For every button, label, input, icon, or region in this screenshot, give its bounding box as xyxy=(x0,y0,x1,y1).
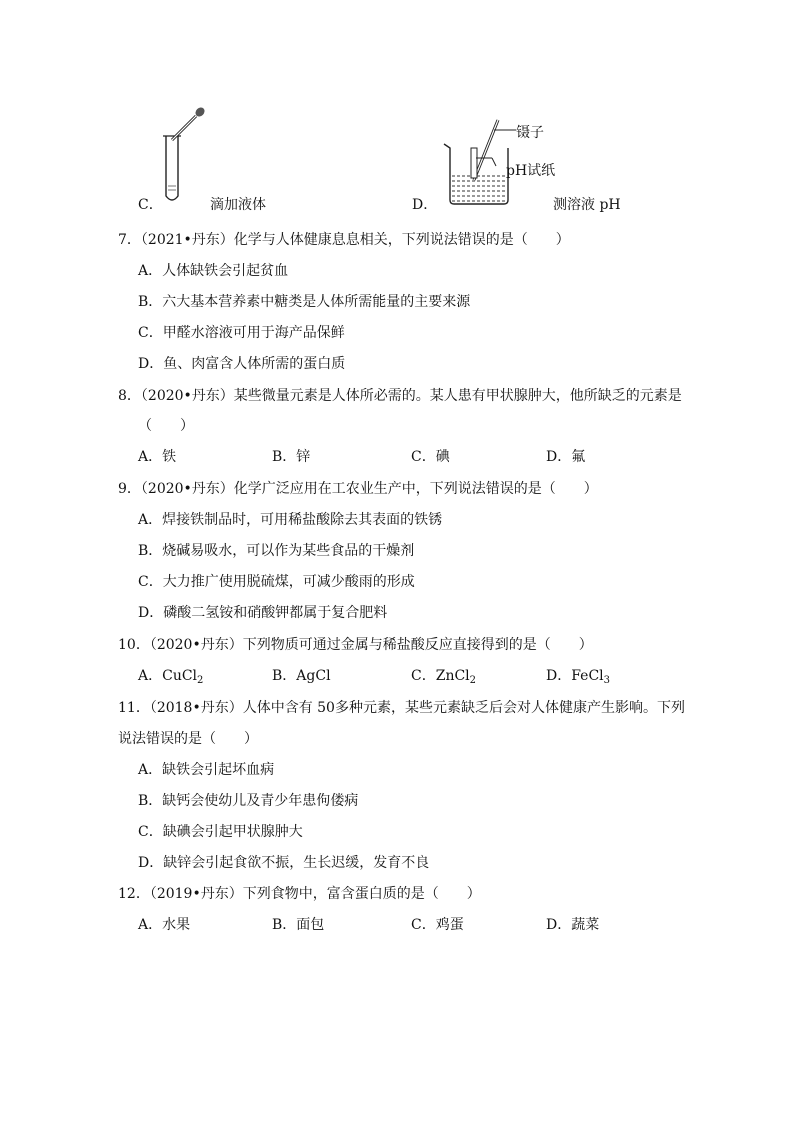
question-10-option-b: B．AgCl xyxy=(272,668,331,684)
question-11-option-d: D．缺锌会引起食欲不振，生长迟缓，发育不良 xyxy=(138,855,430,871)
question-8-option-d: D．氟 xyxy=(546,449,586,465)
question-8-stem-line2: （ ） xyxy=(138,418,194,434)
question-11-stem-line2: 说法错误的是（ ） xyxy=(118,731,258,747)
question-12-option-c: C．鸡蛋 xyxy=(411,917,464,933)
question-12-option-b: B．面包 xyxy=(272,917,325,933)
question-7-option-c: C．甲醛水溶液可用于海产品保鲜 xyxy=(138,325,345,341)
figure-d-caption: 测溶液 pH xyxy=(553,197,621,213)
question-12-option-a: A．水果 xyxy=(138,917,191,933)
figure-d-letter: D． xyxy=(412,197,438,213)
question-11-option-b: B．缺钙会使幼儿及青少年患佝偻病 xyxy=(138,793,359,809)
question-11-option-a: A．缺铁会引起坏血病 xyxy=(138,762,275,778)
question-11-stem-line1: 11．（2018•丹东）人体中含有 50多种元素，某些元素缺乏后会对人体健康产生影响。下列 xyxy=(118,700,685,716)
question-7-option-b: B．六大基本营养素中糖类是人体所需能量的主要来源 xyxy=(138,294,471,310)
question-8-option-a: A．铁 xyxy=(138,449,177,465)
question-9-option-c: C．大力推广使用脱硫煤，可减少酸雨的形成 xyxy=(138,574,415,590)
label-ph-paper: pH试纸 xyxy=(506,163,556,179)
question-8-option-b: B．锌 xyxy=(272,449,311,465)
question-12-stem: 12．（2019•丹东）下列食物中，富含蛋白质的是（ ） xyxy=(118,886,481,902)
question-7-option-d: D．鱼、肉富含人体所需的蛋白质 xyxy=(138,356,346,372)
figure-c-letter: C． xyxy=(138,197,163,213)
question-9-option-b: B．烧碱易吸水，可以作为某些食品的干燥剂 xyxy=(138,543,415,559)
question-9-option-a: A．焊接铁制品时，可用稀盐酸除去其表面的铁锈 xyxy=(138,512,443,528)
question-10-option-c: C．ZnCl$_2$ xyxy=(411,668,477,686)
question-8-stem-line1: 8．（2020•丹东）某些微量元素是人体所必需的。某人患有甲状腺肿大，他所缺乏的元素是 xyxy=(118,388,682,404)
question-12-option-d: D．蔬菜 xyxy=(546,917,600,933)
question-8-option-c: C．碘 xyxy=(411,449,450,465)
question-9-stem: 9．（2020•丹东）化学广泛应用在工农业生产中，下列说法错误的是（ ） xyxy=(118,481,598,497)
figure-c-caption: 滴加液体 xyxy=(210,197,266,213)
question-7-stem: 7．（2021•丹东）化学与人体健康息息相关，下列说法错误的是（ ） xyxy=(118,232,570,248)
question-10-option-d: D．FeCl$_3$ xyxy=(546,668,611,686)
question-10-stem: 10．（2020•丹东）下列物质可通过金属与稀盐酸反应直接得到的是（ ） xyxy=(118,637,593,653)
question-7-option-a: A．人体缺铁会引起贫血 xyxy=(138,263,289,279)
question-9-option-d: D．磷酸二氢铵和硝酸钾都属于复合肥料 xyxy=(138,605,388,621)
question-11-option-c: C．缺碘会引起甲状腺肿大 xyxy=(138,824,303,840)
label-tweezers: 镊子 xyxy=(516,125,544,141)
question-10-option-a: A．CuCl$_2$ xyxy=(138,668,204,686)
